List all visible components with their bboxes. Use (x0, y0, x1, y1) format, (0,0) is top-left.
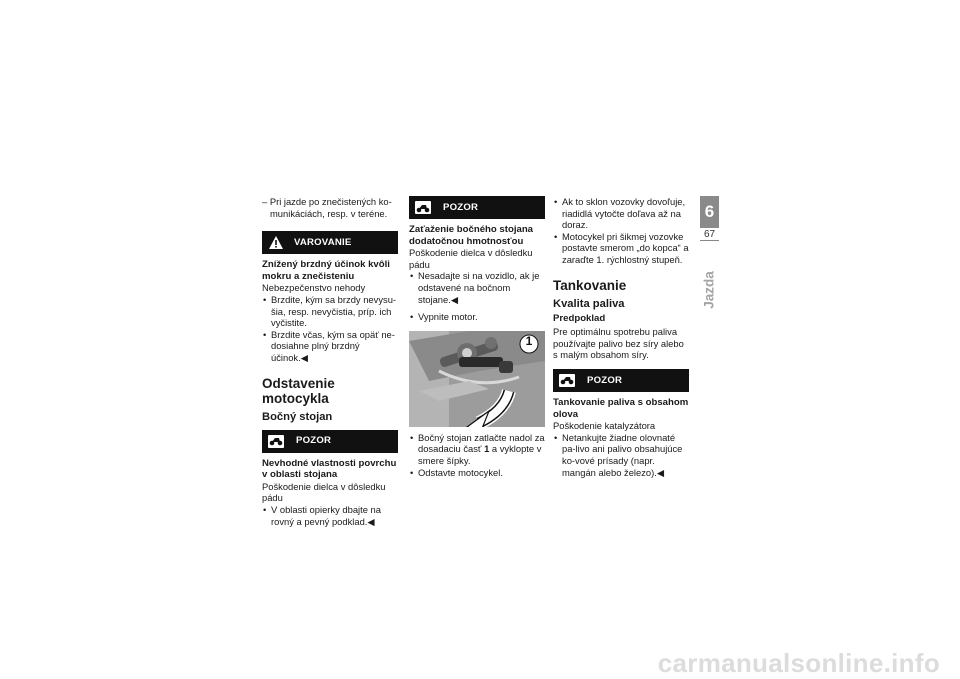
caution-list (553, 432, 689, 478)
page-divider (700, 240, 719, 241)
step-list (409, 432, 545, 478)
caution-bar (409, 196, 545, 219)
step-text: a vyklopte v smere šípky. (418, 443, 542, 466)
prereq-title: Predpoklad (553, 312, 606, 324)
warning-triangle-icon (264, 231, 288, 254)
motorcycle-caution-icon (555, 369, 579, 392)
step-list (553, 196, 689, 266)
warning-label: VAROVANIE (294, 236, 352, 248)
warning-title: Znížený brzdný účinok kvôli mokru a znečisteniu (262, 259, 390, 282)
subsection-title-fuel-quality: Kvalita paliva (553, 297, 625, 310)
caution-label: POZOR (443, 201, 479, 213)
caution-label: POZOR (296, 435, 332, 447)
motorcycle-caution-icon (264, 430, 288, 453)
subsection-title-sidestand: Bočný stojan (262, 410, 333, 423)
caution-bar (553, 369, 689, 392)
column-2 (409, 196, 545, 478)
warning-bar (262, 231, 398, 254)
sidestand-figure (409, 331, 545, 427)
caution-subtitle: Poškodenie katalyzátora (553, 420, 656, 432)
intro-line: – Pri jazde po znečistených ko- munikáciách, resp. v teréne. (262, 196, 392, 219)
section-title-parking: Odstavenie motocykla (262, 375, 335, 406)
step-text: Bočný stojan zatlačte nadol za dosadaciu časť (418, 431, 545, 455)
caution-bar (262, 430, 398, 453)
list-item: • Nesadajte si na vozidlo, ak je odstavené na bočnom stojane.◀ (409, 270, 545, 305)
step-ref: 1 (484, 443, 490, 455)
caution-subtitle: Poškodenie dielca v dôsledku pádu (262, 480, 386, 504)
chapter-title-vertical: Jazda (701, 271, 717, 309)
list-item: • Brzdite, kým sa brzdy nevysu-šia, resp. nevyčistia, príp. ich vyčistite. (262, 294, 398, 329)
list-item: • V oblasti opierky dbajte na rovný a pevný podklad.◀ (262, 504, 398, 527)
caution-subtitle: Poškodenie dielca v dôsledku pádu (409, 247, 533, 270)
list-item (409, 467, 545, 479)
page-number: 67 (703, 229, 716, 240)
chapter-number-tab: 6 (700, 196, 719, 228)
figure-callout: 1 (525, 333, 533, 348)
caution-list (262, 504, 398, 527)
caution-title: Tankovanie paliva s obsahom olova (553, 396, 689, 420)
step-text: Odstavte motocykel. (418, 466, 503, 478)
list-item: • Vypnite motor. (409, 311, 545, 323)
motorcycle-caution-icon (411, 196, 435, 219)
step-list (409, 311, 545, 323)
caution-label: POZOR (587, 374, 623, 386)
list-item: • Netankujte žiadne olovnaté pa-livo ani palivo obsahujúce ko-vové prísady (napr. mangán alebo železo).◀ (553, 432, 689, 478)
watermark: carmanualsonline.info (657, 648, 940, 678)
list-item (409, 432, 545, 467)
caution-list (409, 270, 545, 305)
list-item: • Brzdite včas, kým sa opäť ne-dosiahne plný brzdný účinok.◀ (262, 329, 398, 364)
list-item: • Motocykel pri šikmej vozovke postavte smerom „do kopca“ a zaraďte 1. rýchlostný stupeň. (553, 231, 689, 266)
caution-title: Zaťaženie bočného stojana dodatočnou hmotnosťou (409, 224, 534, 247)
section-title-refuelling: Tankovanie (553, 277, 627, 293)
caution-title: Nevhodné vlastnosti povrchu v oblasti stojana (262, 457, 397, 481)
column-1 (262, 196, 398, 527)
warning-subtitle: Nebezpečenstvo nehody (262, 282, 366, 294)
prereq-text: Pre optimálnu spotrebu paliva používajte palivo bez síry alebo s malým obsahom síry. (553, 326, 684, 361)
column-3 (553, 196, 689, 478)
warning-list (262, 294, 398, 364)
list-item: • Ak to sklon vozovky dovoľuje, riadidlá vytočte doľava až na doraz. (553, 196, 689, 231)
